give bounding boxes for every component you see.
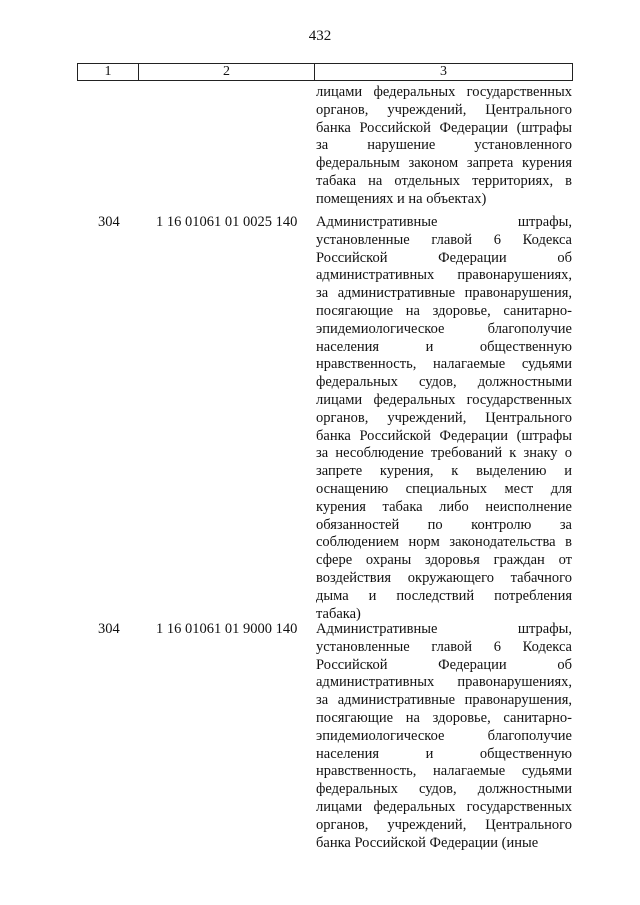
description-line: за несоблюдение требований к знаку о xyxy=(316,445,572,462)
description-line: нравственность, налагаемые судьями xyxy=(316,356,572,373)
description-line: курения табака либо неисполнение xyxy=(316,498,572,515)
description-line: банка Российской Федерации (иные xyxy=(316,834,539,851)
description-line: табака на отдельных территориях, в xyxy=(316,172,572,189)
description-line: федеральных судов, должностными xyxy=(316,781,572,798)
description-line: запрете курения, к выделению и xyxy=(316,463,572,480)
description-line: населения и общественную xyxy=(316,745,572,762)
description-line: лицами федеральных государственных xyxy=(316,84,572,100)
description-line: лицами федеральных государственных xyxy=(316,391,572,408)
description-line: за нарушение установленного xyxy=(316,137,572,154)
description-line: банка Российской Федерации (штрафы xyxy=(316,427,572,444)
table-row-description xyxy=(316,621,572,852)
description-line: посягающие на здоровье, санитарно- xyxy=(316,302,572,319)
description-line: административных правонарушениях, xyxy=(316,267,572,284)
description-line: федеральных судов, должностными xyxy=(316,374,572,391)
description-line: оснащению специальных мест для xyxy=(316,480,572,497)
description-line: органов, учреждений, Центрального xyxy=(316,101,572,118)
description-line: лицами федеральных государственных xyxy=(316,798,572,815)
column-header-3: 3 xyxy=(440,64,447,79)
description-line: Российской Федерации об xyxy=(316,656,572,673)
column-header-2: 2 xyxy=(139,64,315,80)
description-line: эпидемиологическое благополучие xyxy=(316,320,572,337)
description-line: обязанностей по контролю за xyxy=(316,516,572,533)
description-line: помещениях и на объектах) xyxy=(316,190,487,207)
description-line: табака) xyxy=(316,605,361,622)
description-line: за административные правонарушения, xyxy=(316,285,572,302)
description-line: сфере охраны здоровья граждан от xyxy=(316,552,572,569)
description-line: органов, учреждений, Центрального xyxy=(316,816,572,833)
table-row-description xyxy=(316,84,572,209)
description-line: банка Российской Федерации (штрафы xyxy=(316,119,572,136)
description-line: установленные главой 6 Кодекса xyxy=(316,638,572,655)
description-line: федеральным законом запрета курения xyxy=(316,155,572,172)
description-line: эпидемиологическое благополучие xyxy=(316,727,572,744)
description-line: нравственность, налагаемые судьями xyxy=(316,763,572,780)
table-column-header xyxy=(77,63,573,81)
description-line: посягающие на здоровье, санитарно- xyxy=(316,709,572,726)
page-number: 432 xyxy=(308,28,332,44)
table-row-description xyxy=(316,214,572,623)
table-row-code: 1 16 01061 01 0025 140 xyxy=(156,214,298,230)
description-line: дыма и последствий потребления xyxy=(316,587,572,604)
description-line: установленные главой 6 Кодекса xyxy=(316,231,572,248)
column-header-1: 1 xyxy=(78,64,139,80)
description-line: Административные штрафы, xyxy=(316,214,572,230)
description-line: органов, учреждений, Центрального xyxy=(316,409,572,426)
table-row-number: 304 xyxy=(98,621,120,637)
description-line: воздействия окружающего табачного xyxy=(316,569,572,586)
description-line: населения и общественную xyxy=(316,338,572,355)
description-line: Российской Федерации об xyxy=(316,249,572,266)
description-line: административных правонарушениях, xyxy=(316,674,572,691)
description-line: за административные правонарушения, xyxy=(316,692,572,709)
description-line: Административные штрафы, xyxy=(316,621,572,637)
table-row-number: 304 xyxy=(98,214,120,230)
description-line: соблюдением норм законодательства в xyxy=(316,534,572,551)
table-row-code: 1 16 01061 01 9000 140 xyxy=(156,621,298,637)
